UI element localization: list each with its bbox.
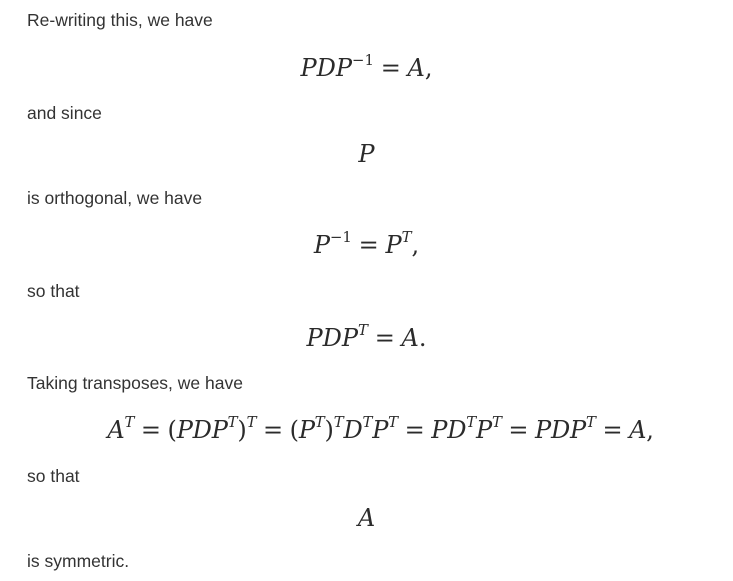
equation-p: P xyxy=(358,140,375,168)
equation-transpose-chain: $A^T = (PDP^T)^T = (P^T)^TD^TP^T = PD^TP^T = PDP^T = A$, xyxy=(107,413,654,444)
equation-p-inverse-transpose: $P^{-1} = P^T$, xyxy=(313,228,420,259)
equation-pdp-inverse: $PDP^{-1} = A$, xyxy=(300,51,433,82)
equation-a: A xyxy=(357,504,376,532)
paragraph-is-orthogonal: is orthogonal, we have xyxy=(27,188,203,208)
paragraph-taking-transposes: Taking transposes, we have xyxy=(27,373,243,393)
equation-pdp-transpose: $PDP^T = A$. xyxy=(306,321,427,352)
paragraph-so-that-1: so that xyxy=(27,281,80,301)
paragraph-rewriting: Re-writing this, we have xyxy=(27,10,213,30)
paragraph-so-that-2: so that xyxy=(27,466,80,486)
paragraph-is-symmetric: is symmetric. xyxy=(27,551,130,571)
paragraph-and-since: and since xyxy=(27,103,102,123)
